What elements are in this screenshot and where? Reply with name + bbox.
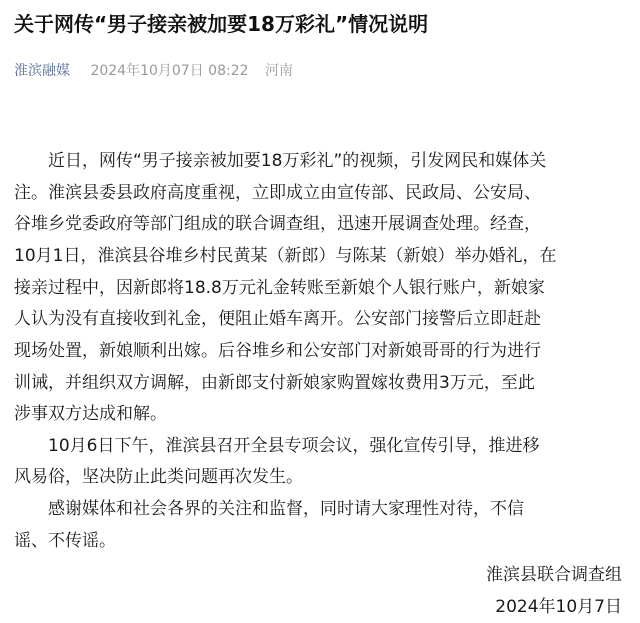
publish-location: 河南: [264, 63, 293, 79]
notice-line: 10月6日下午，淮滨县召开全县专项会议，强化宣传引导，推进移: [48, 436, 540, 456]
notice-line: 接亲过程中，因新郎将18.8万元礼金转账至新娘个人银行账户，新娘家: [14, 278, 545, 298]
article-title: 关于网传“男子接亲被加要18万彩礼”情况说明: [14, 12, 429, 36]
notice-line: 近日，网传“男子接亲被加要18万彩礼”的视频，引发网民和媒体关: [48, 151, 547, 171]
notice-line: 现场处置，新娘顺利出嫁。后谷堆乡和公安部门对新娘哥哥的行为进行: [14, 341, 541, 361]
notice-line: 谣、不传谣。: [14, 531, 116, 551]
publish-time: 2024年10月07日 08:22: [90, 63, 249, 79]
notice-line: 涉事双方达成和解。: [14, 404, 167, 424]
notice-line: 谷堆乡党委政府等部门组成的联合调查组，迅速开展调查处理。经查，: [14, 214, 541, 234]
notice-line: 10月1日，淮滨县谷堆乡村民黄某（新郎）与陈某（新娘）举办婚礼，在: [14, 246, 557, 266]
notice-date: 2024年10月7日: [495, 597, 622, 617]
notice-signature: 淮滨县联合调查组: [486, 565, 622, 585]
notice-line: 风易俗，坚决防止此类问题再次发生。: [14, 467, 303, 487]
notice-line: 感谢媒体和社会各界的关注和监督，同时请大家理性对待，不信: [48, 499, 524, 519]
notice-line: 训诫，并组织双方调解，由新郎支付新娘家购置嫁妆费用3万元，至此: [14, 373, 535, 393]
notice-line: 人认为没有直接收到礼金，便阻止婚车离开。公安部门接警后立即赶赴: [14, 309, 541, 329]
notice-line: 注。淮滨县委县政府高度重视，立即成立由宣传部、民政局、公安局、: [14, 183, 541, 203]
source-link[interactable]: 淮滨融媒: [14, 63, 70, 79]
